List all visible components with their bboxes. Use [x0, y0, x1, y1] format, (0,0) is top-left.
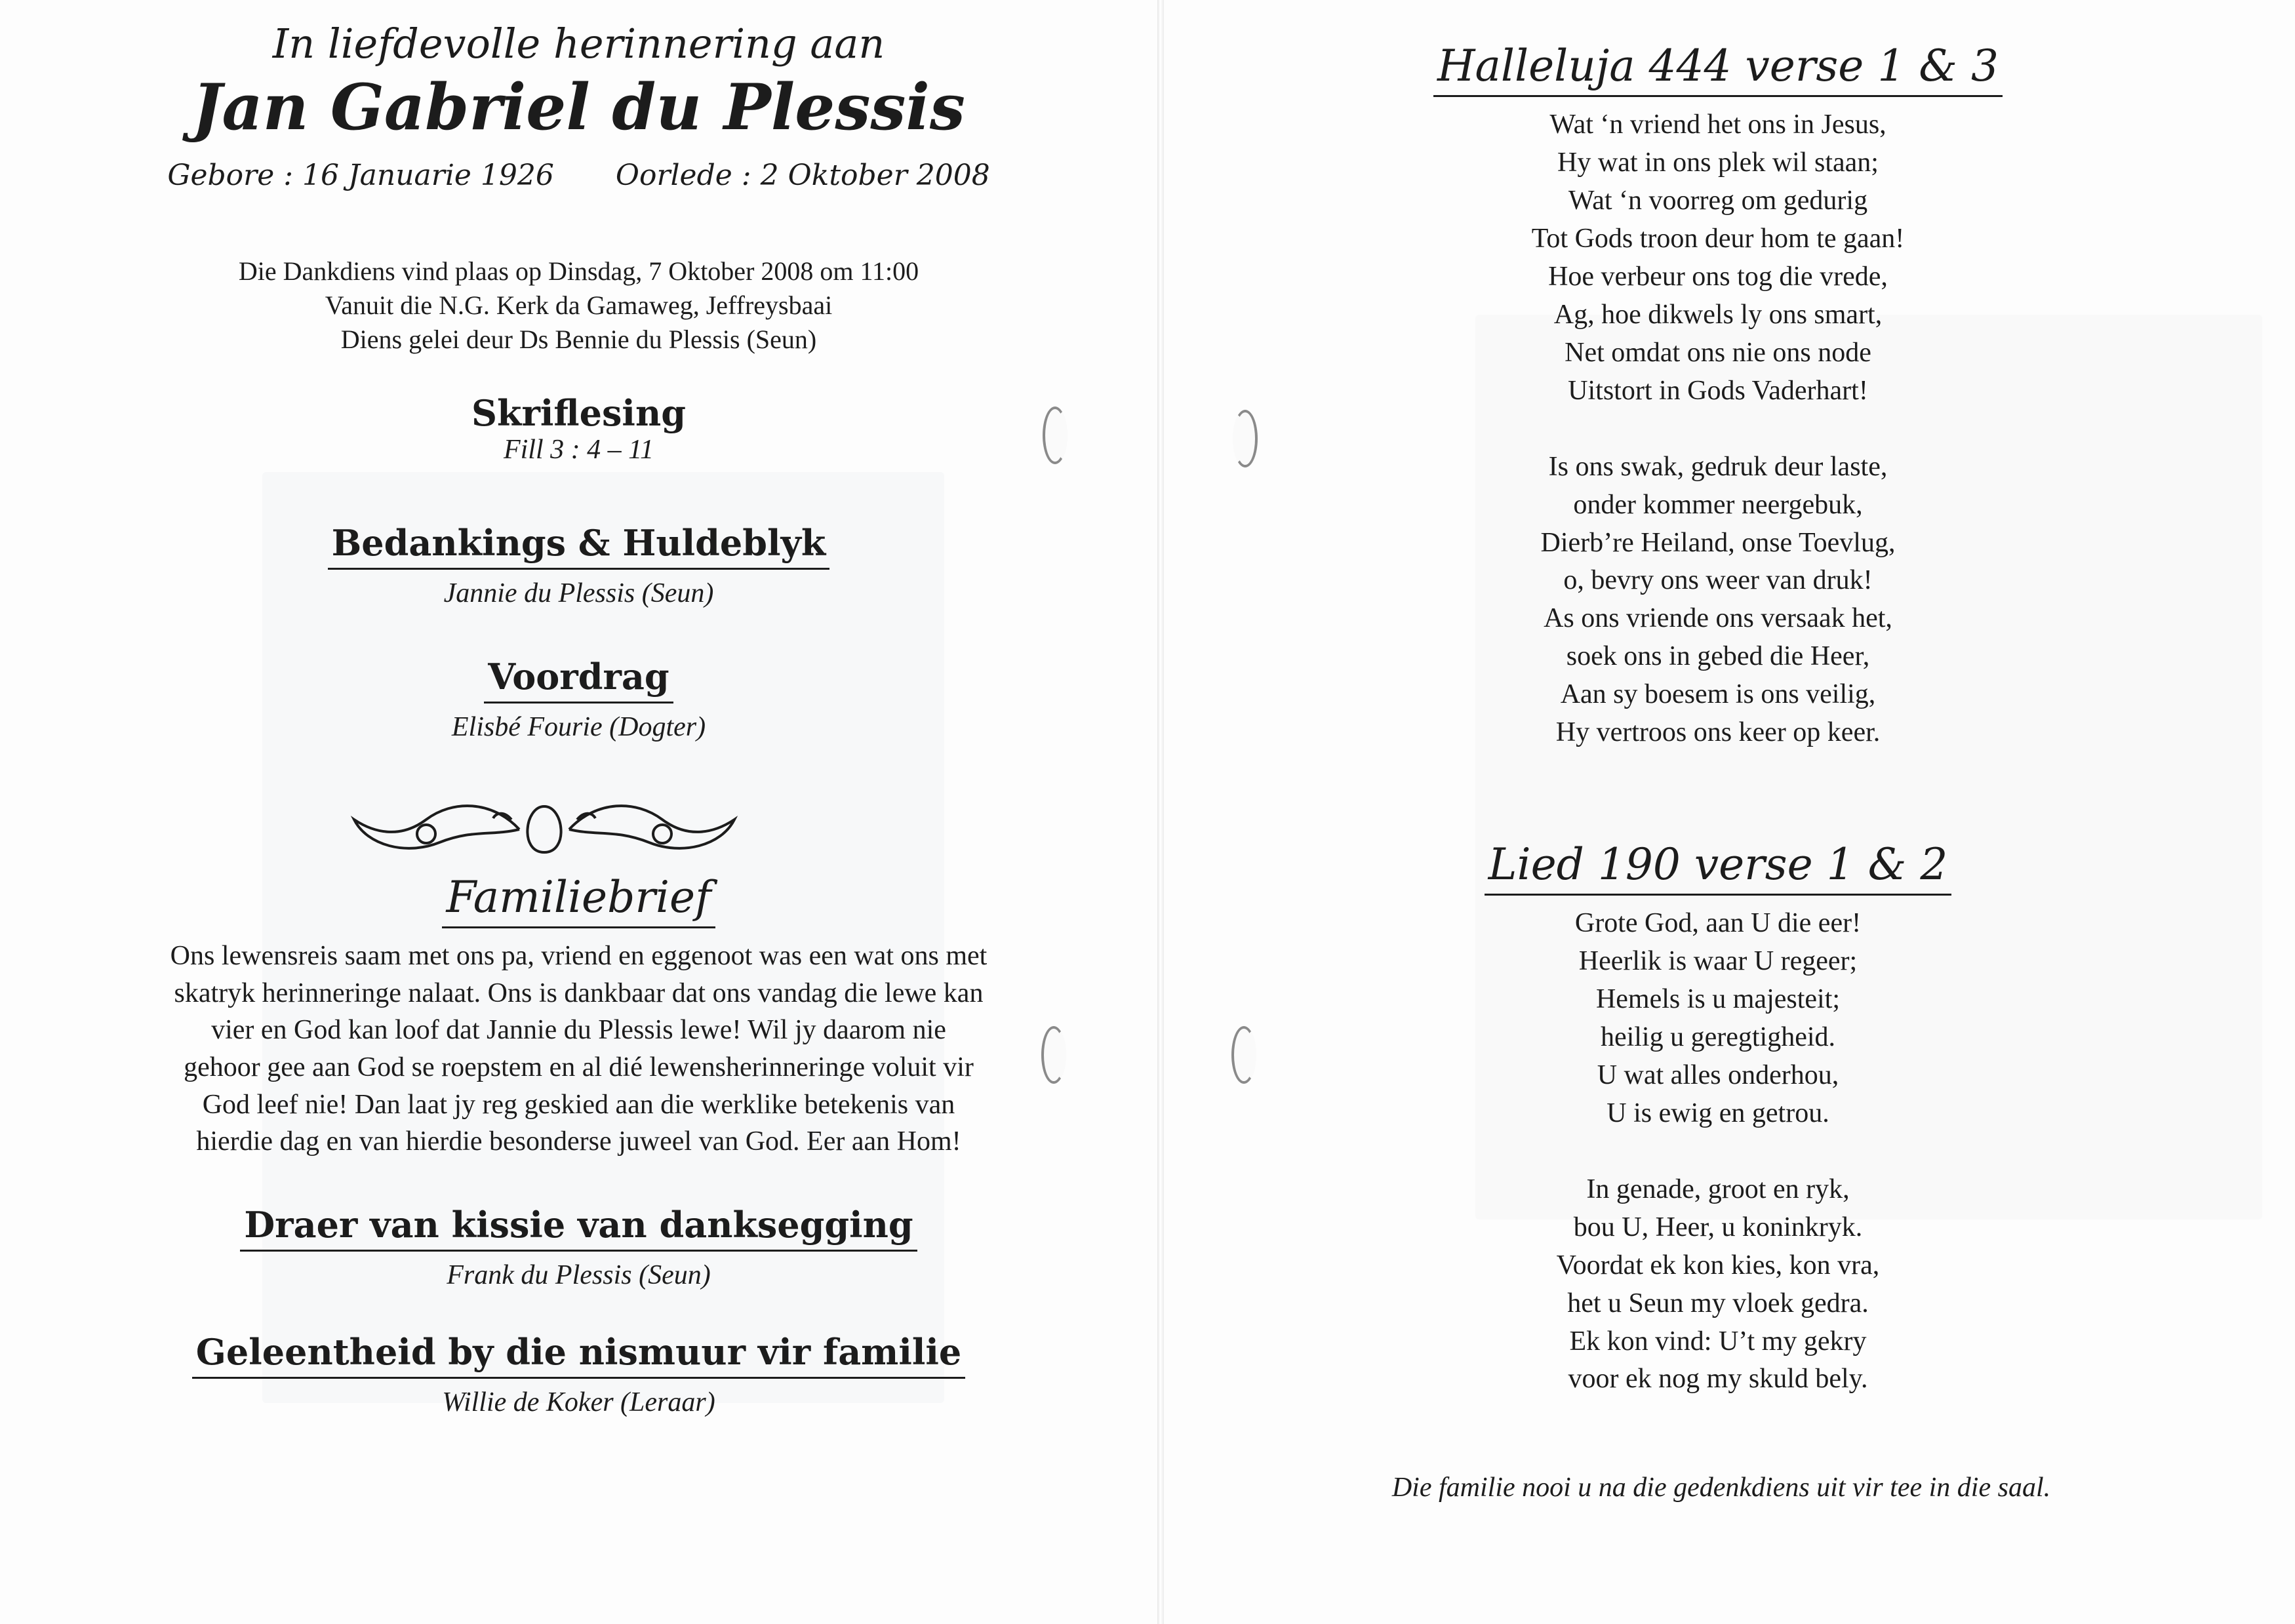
verse-line: U is ewig en getrou.	[1606, 1098, 1829, 1128]
verse-line: heilig u geregtigheid.	[1600, 1021, 1836, 1052]
verse-line: onder kommer neergebuk,	[1573, 489, 1863, 520]
hymn-stanza	[1325, 106, 2111, 410]
punch-hole-bottom-right	[1231, 1026, 1256, 1084]
hymn-stanza	[1325, 905, 2111, 1133]
letter-body	[66, 938, 1092, 1160]
letter-line: gehoor gee aan God se roepstem en al dié lewensherinneringe voluit vir	[184, 1052, 974, 1083]
verse-line: o, bevry ons weer van druk!	[1563, 565, 1873, 596]
verse-line: Tot Gods troon deur hom te gaan!	[1531, 223, 1905, 254]
death-date: Oorlede : 2 Oktober 2008	[615, 159, 990, 192]
birth-date: Gebore : 16 Januarie 1926	[167, 159, 554, 192]
program-item-scripture	[0, 392, 1157, 465]
verse-line: Hy vertroos ons keer op keer.	[1555, 717, 1881, 748]
verse-line: het u Seun my vloek gedra.	[1567, 1288, 1869, 1318]
verse-line: Voordat ek kon kies, kon vra,	[1556, 1250, 1880, 1280]
family-letter	[66, 872, 1092, 1160]
verse-line: Heerlik is waar U regeer;	[1578, 945, 1858, 976]
verse-line: Net omdat ons nie ons node	[1565, 337, 1871, 368]
verse-line: U wat alles onderhou,	[1597, 1060, 1839, 1090]
verse-line: Grote God, aan U die eer!	[1574, 908, 1862, 938]
program-subtitle: Frank du Plessis (Seun)	[447, 1260, 711, 1290]
header-line: In liefdevolle herinnering aan	[272, 20, 885, 68]
verse-line: Hemels is u majesteit;	[1595, 983, 1841, 1014]
hymn-stanza	[1325, 448, 2111, 753]
hymn-lied-190	[1325, 839, 2111, 1398]
ornament-divider	[348, 793, 741, 865]
service-line: Vanuit die N.G. Kerk da Gamaweg, Jeffreysbaai	[325, 290, 833, 320]
verse-line: Dierb’re Heiland, onse Toevlug,	[1540, 527, 1896, 558]
verse-line: Aan sy boesem is ons veilig,	[1560, 679, 1876, 710]
verse-line: soek ons in gebed die Heer,	[1566, 641, 1870, 672]
deceased-name: Jan Gabriel du Plessis	[192, 70, 965, 144]
program-subtitle: Elisbé Fourie (Dogter)	[451, 712, 706, 742]
life-dates	[0, 159, 1157, 192]
program-subtitle: Fill 3 : 4 – 11	[503, 435, 654, 465]
closing-invitation: Die familie nooi u na die gedenkdiens uit vir tee in die saal.	[1391, 1473, 2051, 1503]
verse-line: voor ek nog my skuld bely.	[1568, 1364, 1868, 1395]
verse-line: In genade, groot en ryk,	[1586, 1174, 1850, 1204]
program-subtitle: Willie de Koker (Leraar)	[442, 1387, 715, 1417]
letter-title: Familiebrief	[442, 872, 715, 928]
program-title: Voordrag	[484, 656, 673, 703]
program-item-niche-wall	[0, 1331, 1157, 1418]
program-title: Skriflesing	[471, 392, 686, 434]
verse-line: Uitstort in Gods Vaderhart!	[1568, 375, 1868, 406]
service-line: Die Dankdiens vind plaas op Dinsdag, 7 Oktober 2008 om 11:00	[238, 256, 919, 286]
hymn-title: Halleluja 444 verse 1 & 3	[1433, 41, 2003, 97]
program-title: Draer van kissie van danksegging	[240, 1204, 917, 1252]
program-item-casket	[0, 1204, 1157, 1291]
verse-line: As ons vriende ons versaak het,	[1544, 603, 1892, 634]
service-details	[0, 254, 1157, 357]
verse-line: Ek kon vind: U’t my gekry	[1569, 1326, 1867, 1357]
letter-line: skatryk herinneringe nalaat. Ons is dankbaar dat ons vandag die lewe kan	[174, 978, 984, 1008]
verse-line: Ag, hoe dikwels ly ons smart,	[1553, 299, 1883, 330]
program-item-tributes	[0, 522, 1157, 609]
punch-hole-top-right	[1233, 410, 1258, 467]
service-line: Diens gelei deur Ds Bennie du Plessis (Seun)	[340, 325, 817, 354]
hymn-stanza	[1325, 1171, 2111, 1399]
program-subtitle: Jannie du Plessis (Seun)	[443, 578, 714, 608]
letter-line: God leef nie! Dan laat jy reg geskied aan die werklike betekenis van	[202, 1089, 955, 1120]
verse-line: Is ons swak, gedruk deur laste,	[1548, 451, 1888, 482]
verse-line: Wat ‘n voorreg om gedurig	[1568, 185, 1868, 216]
program-item-recital	[0, 656, 1157, 743]
verse-line: Wat ‘n vriend het ons in Jesus,	[1549, 109, 1886, 140]
verse-line: Hoe verbeur ons tog die vrede,	[1548, 261, 1888, 292]
page-fold	[1157, 0, 1164, 1624]
hymn-title: Lied 190 verse 1 & 2	[1485, 839, 1952, 896]
hymn-halleluja-444	[1325, 41, 2111, 752]
verse-line: bou U, Heer, u koninkryk.	[1573, 1212, 1863, 1242]
letter-line: hierdie dag en van hierdie besonderse juweel van God. Eer aan Hom!	[196, 1126, 961, 1157]
program-title: Bedankings & Huldeblyk	[328, 522, 830, 570]
program-title: Geleentheid by die nismuur vir familie	[192, 1331, 965, 1379]
letter-line: vier en God kan loof dat Jannie du Plessis lewe! Wil jy daarom nie	[211, 1015, 946, 1046]
verse-line: Hy wat in ons plek wil staan;	[1557, 147, 1879, 178]
memorial-header	[0, 20, 1157, 192]
letter-line: Ons lewensreis saam met ons pa, vriend en eggenoot was een wat ons met	[170, 941, 988, 971]
